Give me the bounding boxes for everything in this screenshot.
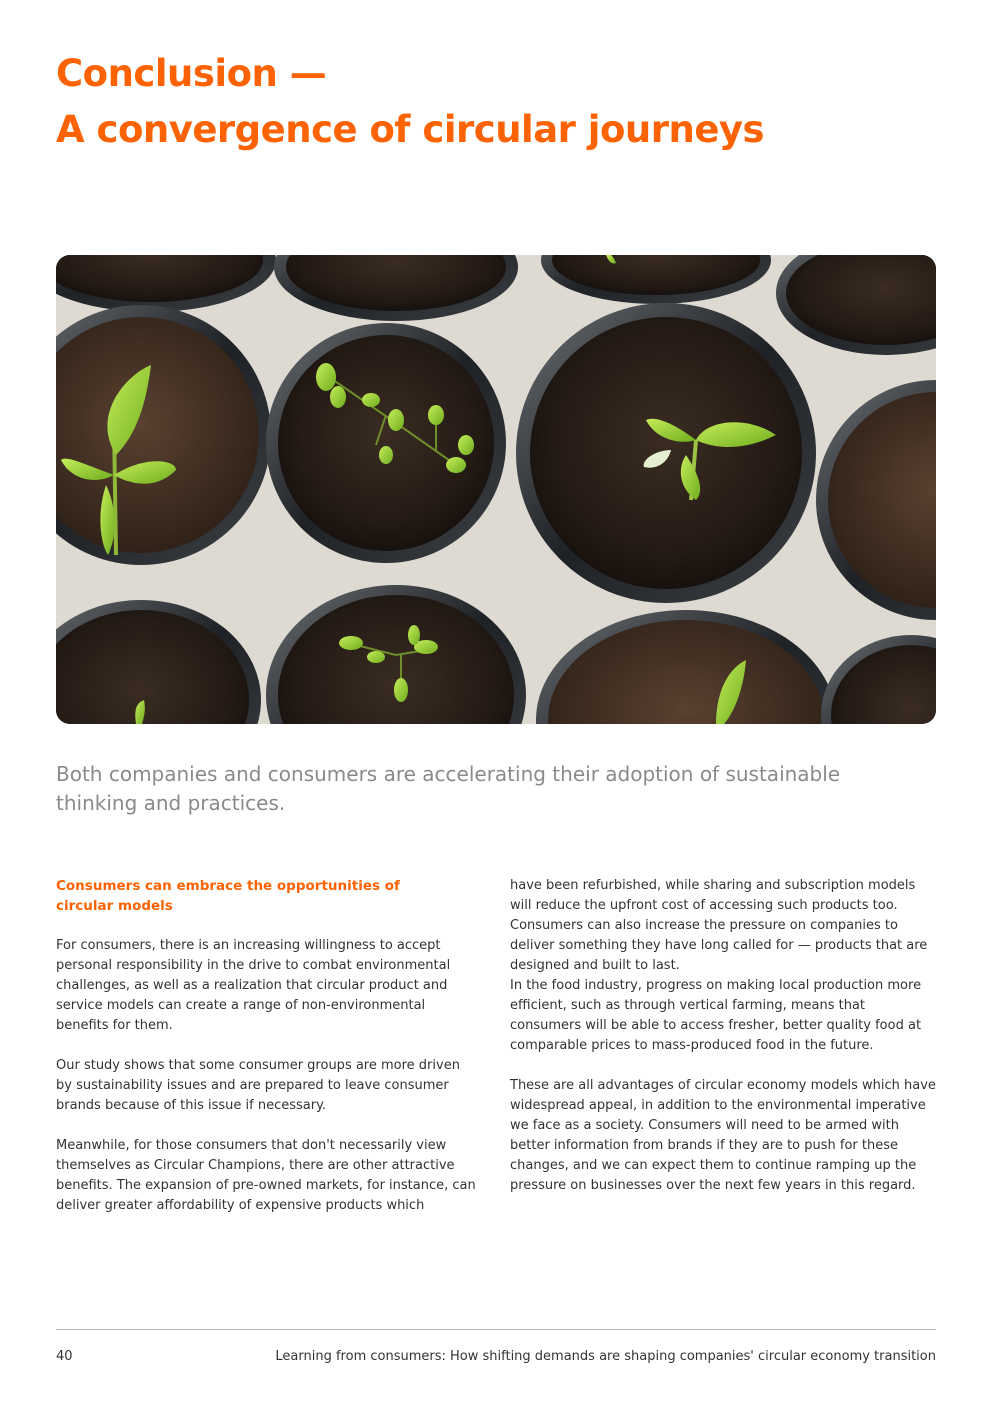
section-heading-line-2: circular models	[56, 898, 173, 914]
title-line-2: A convergence of circular journeys	[56, 108, 765, 151]
body-paragraph: In the food industry, progress on making local production more efficient, such as through vertical farming, means that consumers will be able to access fresher, better quality food at comparable prices to mass-produced food in the future.	[510, 978, 922, 1053]
left-column	[56, 876, 480, 1216]
page-number: 40	[56, 1349, 73, 1364]
title-line-1: Conclusion —	[56, 52, 327, 95]
footer-divider	[56, 1329, 936, 1330]
section-heading	[56, 876, 480, 916]
footer-document-title: Learning from consumers: How shifting demands are shaping companies' circular economy transition	[275, 1349, 936, 1364]
seedling-pots-illustration	[56, 255, 936, 724]
section-heading-line-1: Consumers can embrace the opportunities of	[56, 878, 400, 894]
body-paragraph: have been refurbished, while sharing and subscription models will reduce the upfront cost of accessing such products too. Consumers can also increase the pressure on companies to deliver something they have long called for — products that are designed and built to last.	[510, 878, 928, 973]
right-column	[510, 876, 940, 1196]
body-paragraph: For consumers, there is an increasing willingness to accept personal responsibility in the drive to combat environmental challenges, as well as a realization that circular product and service models can create a range of non-environmental benefits for them.	[56, 938, 451, 1033]
lead-paragraph: Both companies and consumers are accelerating their adoption of sustainable thinking and practices.	[56, 762, 841, 815]
body-paragraph: These are all advantages of circular economy models which have widespread appeal, in addition to the environmental imperative we face as a society. Consumers will need to be armed with better information from brands if they are to push for these changes, and we can expect them to continue ramping up the pressure on businesses over the next few years in this regard.	[510, 1078, 936, 1193]
hero-photo	[56, 255, 936, 724]
body-paragraph: Our study shows that some consumer groups are more driven by sustainability issues and are prepared to leave consumer brands because of this issue if necessary.	[56, 1058, 460, 1113]
page-title	[56, 46, 936, 158]
body-paragraph: Meanwhile, for those consumers that don't necessarily view themselves as Circular Champions, there are other attractive benefits. The expansion of pre-owned markets, for instance, can deliver greater affordability of expensive products which	[56, 1138, 476, 1213]
